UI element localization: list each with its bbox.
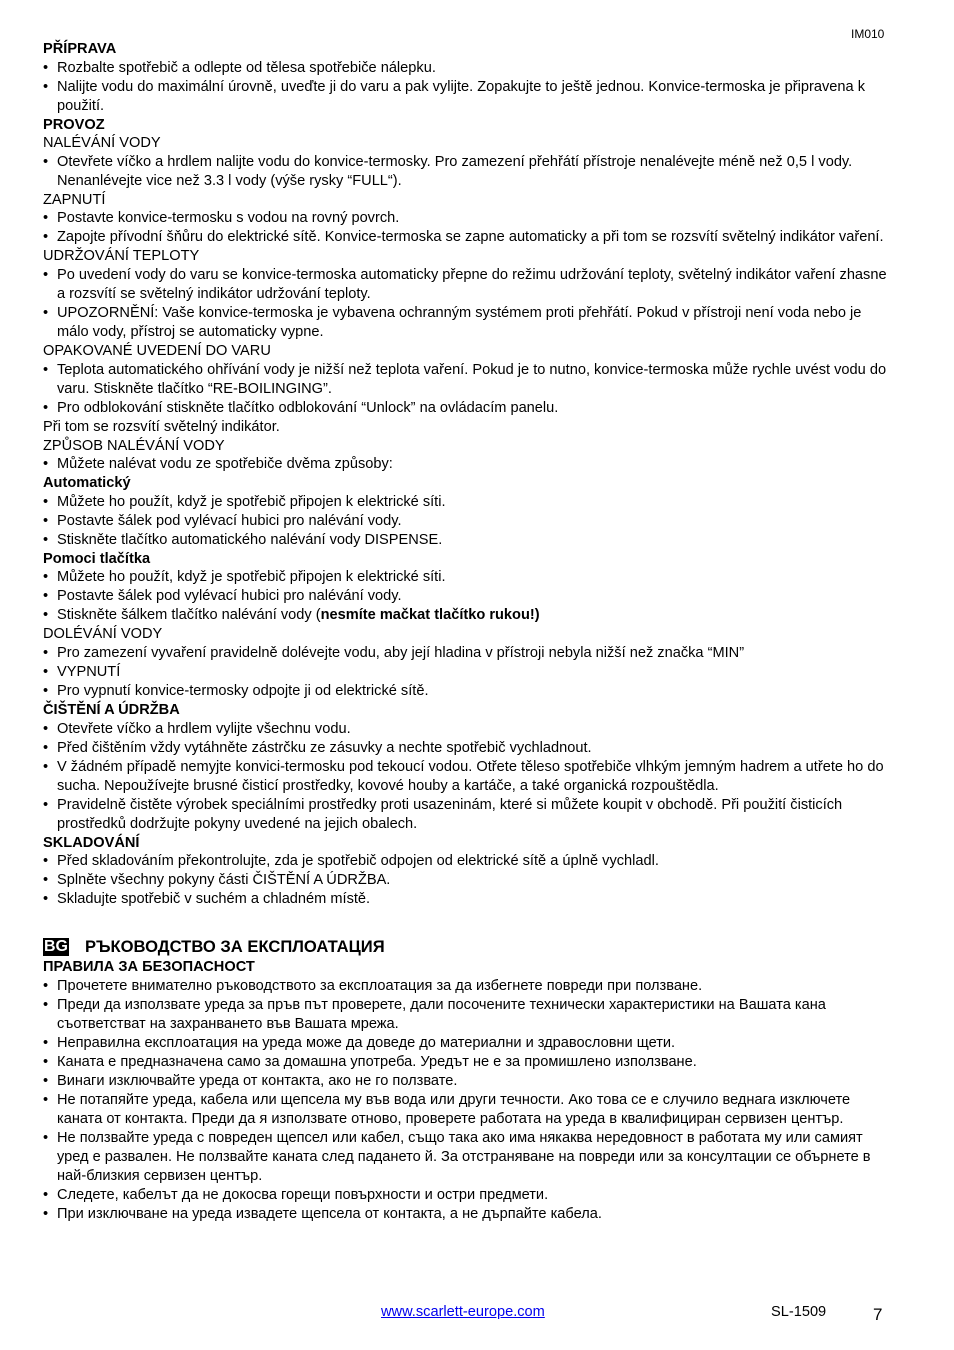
- list-item-text: Po uvedení vody do varu se konvice-termoska automaticky přepne do režimu udržování teploty, světelný indikátor vaření zhasne a rozsvítí se světelný indikátor udržování teploty.: [57, 266, 887, 302]
- bullet: •: [43, 758, 49, 775]
- bullet: •: [43, 996, 49, 1013]
- bullet: •: [43, 739, 49, 756]
- list-item-text: V žádném případě nemyjte konvici-termosku pod tekoucí vodou. Otřete těleso spotřebiče vlhkým jemným hadrem a utřete ho do sucha. Nepoužívejte brusné čisticí prostředky, kovové houby a kartáče, a také organická rozpouštědla.: [57, 758, 884, 794]
- bullet: •: [43, 1072, 49, 1089]
- bullet: •: [43, 210, 49, 227]
- bullet: •: [43, 512, 49, 529]
- list-item: [43, 796, 891, 834]
- bullet: •: [43, 1205, 49, 1222]
- list-item: [43, 455, 891, 474]
- bullet: •: [43, 607, 49, 624]
- list-item-text: При изключване на уреда извадете щепсела от контакта, а не дърпайте кабела.: [57, 1205, 602, 1222]
- list-item: [43, 739, 891, 758]
- list-pomoci: [43, 568, 891, 606]
- list-item: [43, 512, 891, 531]
- subheading-udrzovani: UDRŽOVÁNÍ TEPLOTY: [43, 248, 200, 265]
- list-item: [43, 78, 891, 116]
- list-item: [43, 871, 891, 890]
- list-item: [43, 399, 891, 418]
- language-badge: BG: [44, 938, 68, 956]
- list-opakovane: [43, 361, 891, 418]
- list-item-text: Postavte šálek pod vylévací hubici pro nalévání vody.: [57, 588, 402, 605]
- bullet: •: [43, 644, 49, 661]
- list-item: [43, 852, 891, 871]
- list-item-text: Pravidelně čistěte výrobek speciálními prostředky proti usazeninám, které si můžete koupit v obchodě. Při použití čisticích prostředků dodržujte pokyny uvedené na jejich obalech.: [57, 796, 843, 832]
- bg-title-text: РЪКОВОДСТВО ЗА ЕКСПЛОАТАЦИЯ: [85, 937, 385, 957]
- section-heading-safety: ПРАВИЛА ЗА БЕЗОПАСНОСТ: [43, 959, 255, 976]
- bullet: •: [43, 720, 49, 737]
- section-heading-skladovani: SKLADOVÁNÍ: [43, 834, 140, 851]
- list-item: [43, 996, 891, 1034]
- list-item: [43, 587, 891, 606]
- bullet: •: [43, 569, 49, 586]
- section-heading-priprava: PŘÍPRAVA: [43, 41, 117, 57]
- list-item: [43, 1072, 891, 1091]
- list-item-text: Teplota automatického ohřívání vody je nižší než teplota vaření. Pokud je to nutno, konvice-termoska může rychle uvést vodu do varu. Stiskněte tlačítko “RE-BOILINGING”.: [57, 361, 887, 397]
- list-item-text: Otevřete víčko a hrdlem vylijte všechnu vodu.: [57, 720, 351, 737]
- bullet: •: [43, 304, 49, 321]
- list-item-text: Каната е предназначена само за домашна употреба. Уредът не е за промишлено използване.: [57, 1053, 697, 1070]
- list-item: [43, 606, 891, 625]
- list-item-text: Преди да използвате уреда за пръв път проверете, дали посочените технически характеристики на Вашата кана съответстват на захранването във Вашата мрежа.: [57, 996, 826, 1032]
- list-item: [43, 890, 891, 909]
- page-number: 7: [873, 1305, 883, 1324]
- bullet: •: [43, 1129, 49, 1146]
- bullet: •: [43, 399, 49, 416]
- list-item-text: Můžete nalévat vodu ze spotřebiče dvěma způsoby:: [57, 456, 393, 473]
- list-item-text: Postavte šálek pod vylévací hubici pro nalévání vody.: [57, 512, 402, 529]
- list-item-text: Skladujte spotřebič v suchém a chladném místě.: [57, 891, 371, 908]
- bg-section-title: [43, 936, 891, 958]
- bullet: •: [43, 1034, 49, 1051]
- list-item-text: Следете, кабелът да не докосва горещи повърхности и остри предмети.: [57, 1186, 549, 1203]
- subheading-zpusob: ZPŮSOB NALÉVÁNÍ VODY: [43, 437, 225, 454]
- list-item-text: Nalijte vodu do maximální úrovně, uveďte ji do varu a pak vylijte. Zopakujte to ještě jednou. Konvice-termoska je připravena k použití.: [57, 78, 865, 114]
- bullet: •: [43, 59, 49, 76]
- list-item-text: Můžete ho použít, když je spotřebič připojen k elektrické síti.: [57, 493, 446, 510]
- bullet: •: [43, 456, 49, 473]
- list-item: [43, 1205, 891, 1224]
- bullet: •: [43, 588, 49, 605]
- subheading-automaticky: Automatický: [43, 475, 131, 492]
- list-item: [43, 304, 891, 342]
- bullet: •: [43, 977, 49, 994]
- list-skladovani: [43, 852, 891, 909]
- list-item-text: Pro vypnutí konvice-termosky odpojte ji od elektrické sítě.: [57, 682, 429, 699]
- bullet: •: [43, 266, 49, 283]
- list-item: [43, 682, 891, 701]
- subheading-dolevani: DOLÉVÁNÍ VODY: [43, 626, 163, 643]
- list-safety: [43, 977, 891, 1224]
- list-item-text: Винаги изключвайте уреда от контакта, ако не го ползвате.: [57, 1072, 458, 1089]
- bullet: •: [43, 1091, 49, 1108]
- section-gap: [43, 909, 891, 936]
- list-item-text: Pro zamezení vyvaření pravidelně dolévejte vodu, aby její hladina v přístroji nebyla nižší než značka “MIN”: [57, 644, 745, 661]
- paragraph-opakovane: Při tom se rozsvítí světelný indikátor.: [43, 418, 280, 435]
- list-zpusob: [43, 455, 891, 474]
- list-item-text: Pro odblokování stiskněte tlačítko odblokování “Unlock” na ovládacím panelu.: [57, 399, 559, 416]
- list-item-text: VYPNUTÍ: [57, 663, 121, 680]
- bullet: •: [43, 361, 49, 378]
- list-item: [43, 153, 891, 191]
- list-priprava: [43, 59, 891, 116]
- list-item: [43, 1034, 891, 1053]
- bullet: •: [43, 682, 49, 699]
- list-item-text: Stiskněte šálkem tlačítko nalévání vody (: [57, 607, 321, 624]
- bullet: •: [43, 796, 49, 813]
- list-zapnuti: [43, 209, 891, 247]
- list-item: [43, 1129, 891, 1186]
- bullet: •: [43, 1053, 49, 1070]
- list-item: [43, 228, 891, 247]
- list-item-text: UPOZORNĚNÍ: Vaše konvice-termoska je vybavena ochranným systémem proti přehřátí. Pokud v přístroji není voda nebo je málo vody, přístroj se automaticky vypne.: [57, 304, 862, 340]
- list-item: [43, 644, 891, 663]
- bullet: •: [43, 872, 49, 889]
- page-content: [43, 40, 891, 1224]
- bullet: •: [43, 493, 49, 510]
- list-automaticky: [43, 493, 891, 550]
- subheading-pomoci: Pomoci tlačítka: [43, 550, 151, 567]
- list-item-text: Не потапяйте уреда, кабела или щепсела му във вода или други течности. Ако това се е случило веднага изключете каната от контакта. Преди да я използвате отново, проверете работата на уреда в квалифициран сервизен център.: [57, 1091, 851, 1127]
- list-item: [43, 720, 891, 739]
- list-item-text: Rozbalte spotřebič a odlepte od tělesa spotřebiče nálepku.: [57, 59, 436, 76]
- list-item: [43, 1186, 891, 1205]
- list-item-text: Před čištěním vždy vytáhněte zástrčku ze zásuvky a nechte spotřebič vychladnout.: [57, 739, 592, 756]
- bullet: •: [43, 153, 49, 170]
- list-item-text: Не ползвайте уреда с повреден щепсел или кабел, също така ако има някаква нередовност в работата му или самият уред е развален. Не ползвайте каната след падането й. За отстраняване на повреди или за консултации се обърнете в най-близкия сервизен център.: [57, 1129, 871, 1184]
- bullet: •: [43, 531, 49, 548]
- list-item-text: Otevřete víčko a hrdlem nalijte vodu do konvice-termosky. Pro zamezení přehřátí přístroje nenalévejte méně než 0,5 l vody. Nenanlévejte vice než 3.3 l vody (výše rysky “FULL“).: [57, 153, 853, 189]
- list-nalevani: [43, 153, 891, 191]
- subheading-opakovane: OPAKOVANÉ UVEDENÍ DO VARU: [43, 342, 271, 359]
- list-item: [43, 663, 891, 682]
- bullet: •: [43, 853, 49, 870]
- list-item-text: Můžete ho použít, když je spotřebič připojen k elektrické síti.: [57, 569, 446, 586]
- bullet: •: [43, 229, 49, 246]
- document-code: IM010: [851, 27, 885, 41]
- list-udrzovani: [43, 266, 891, 342]
- list-item: [43, 531, 891, 550]
- list-item-text: Splněte všechny pokyny části ČIŠTĚNÍ A ÚDRŽBA.: [57, 872, 391, 889]
- list-item-text: Прочетете внимателно ръководството за експлоатация за да избегнете повреди при ползване.: [57, 977, 703, 994]
- section-heading-cisteni: ČIŠTĚNÍ A ÚDRŽBA: [43, 701, 180, 718]
- subheading-nalevani: NALÉVÁNÍ VODY: [43, 135, 161, 152]
- list-item-text: Před skladováním překontrolujte, zda je spotřebič odpojen od elektrické sítě a úplně vychladl.: [57, 853, 659, 870]
- list-item: [43, 361, 891, 399]
- bullet: •: [43, 78, 49, 95]
- list-item: [43, 1091, 891, 1129]
- list-item-text: Postavte konvice-termosku s vodou na rovný povrch.: [57, 210, 400, 227]
- model-number: SL-1509: [771, 1304, 827, 1320]
- bullet: •: [43, 1186, 49, 1203]
- list-item: [43, 1053, 891, 1072]
- list-pomoci-last: [43, 606, 891, 625]
- list-dolevani: [43, 644, 891, 701]
- section-heading-provoz: PROVOZ: [43, 116, 105, 133]
- list-item: [43, 209, 891, 228]
- bullet: •: [43, 663, 49, 680]
- list-item-text-bold: nesmíte mačkat tlačítko rukou!): [320, 607, 540, 624]
- bullet: •: [43, 891, 49, 908]
- list-item: [43, 59, 891, 78]
- list-item: [43, 266, 891, 304]
- list-cisteni: [43, 720, 891, 834]
- list-item-text: Zapojte přívodní šňůru do elektrické sítě. Konvice-termoska se zapne automaticky a při tom se rozsvítí světelný indikátor vaření.: [57, 229, 884, 246]
- list-item-text: Stiskněte tlačítko automatického nalévání vody DISPENSE.: [57, 531, 443, 548]
- list-item: [43, 977, 891, 996]
- list-item-text: Неправилна експлоатация на уреда може да доведе до материални и здравословни щети.: [57, 1034, 676, 1051]
- website-link[interactable]: www.scarlett-europe.com: [381, 1304, 545, 1320]
- list-item: [43, 493, 891, 512]
- subheading-zapnuti: ZAPNUTÍ: [43, 191, 106, 208]
- list-item: [43, 568, 891, 587]
- list-item: [43, 758, 891, 796]
